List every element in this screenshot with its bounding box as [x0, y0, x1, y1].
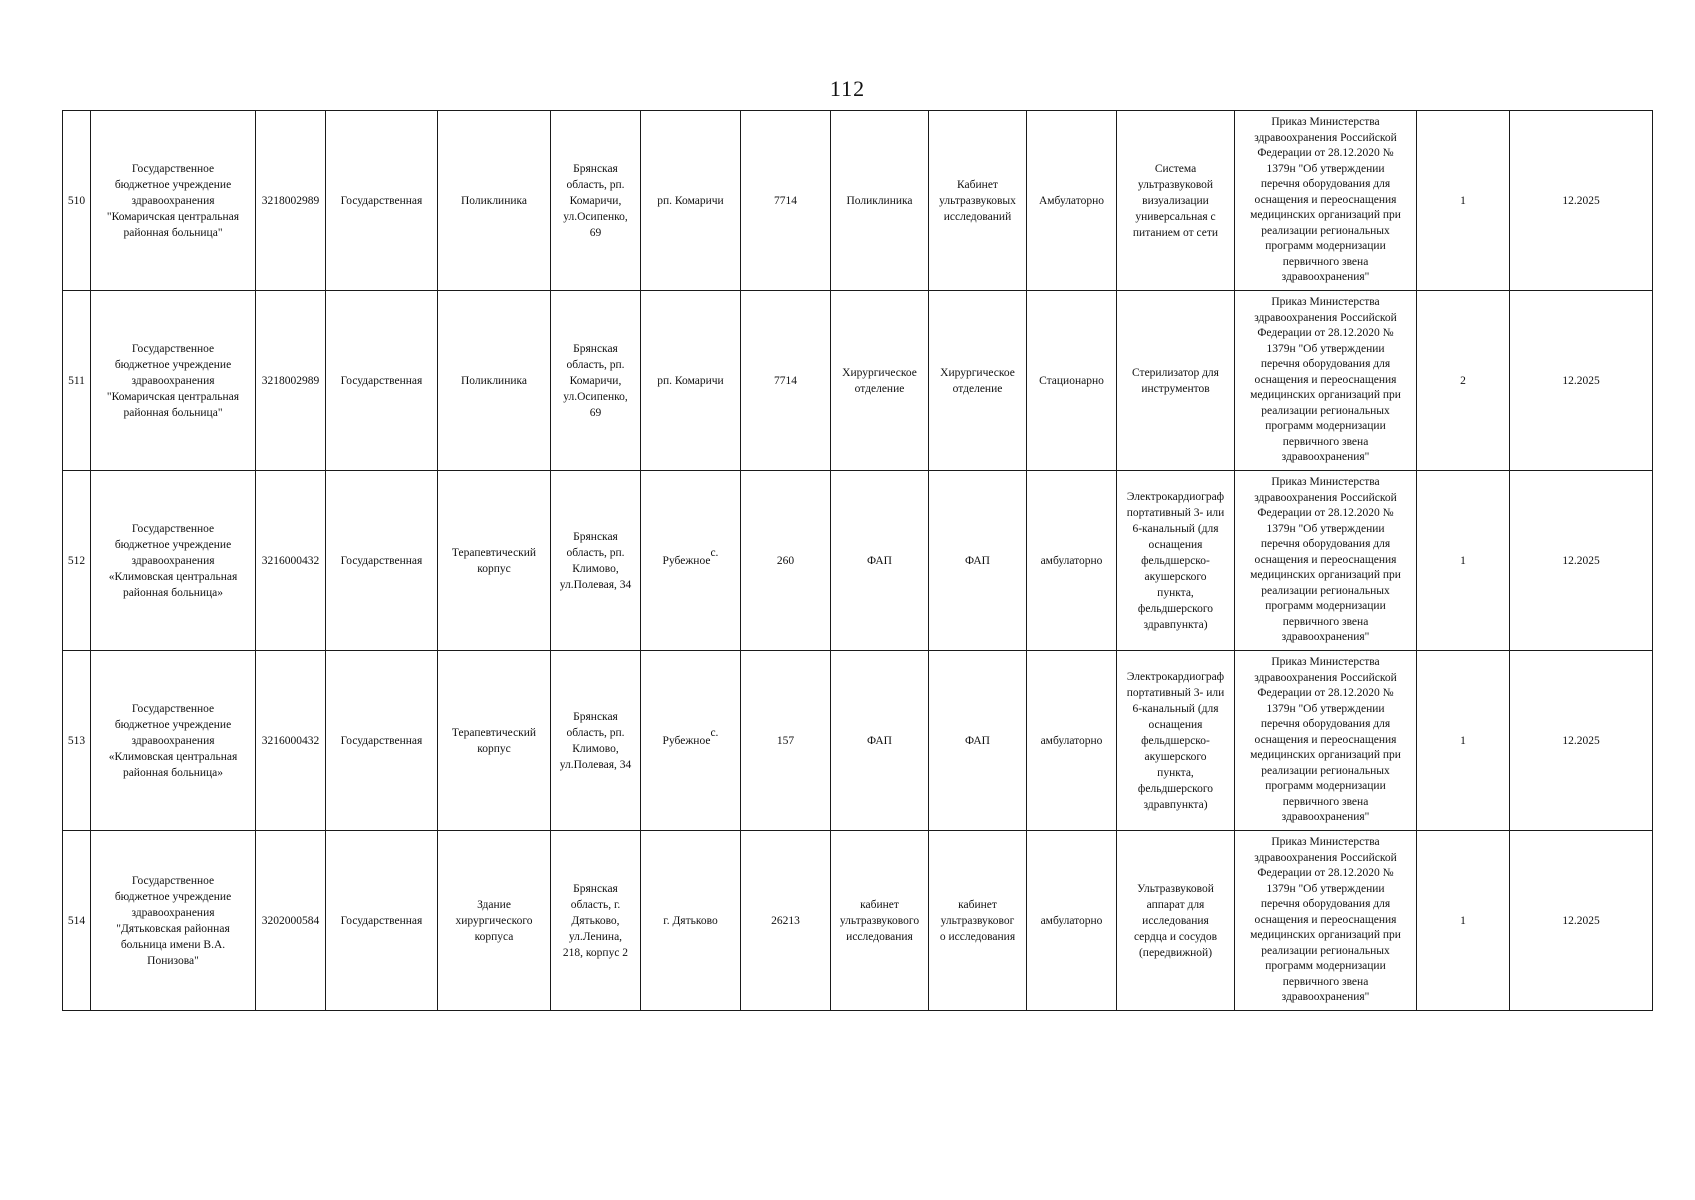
room-cell: кабинет ультразвуковог о исследования: [929, 831, 1027, 1011]
date-cell: 12.2025: [1510, 291, 1653, 471]
inn-cell: 3202000584: [256, 831, 326, 1011]
settlement-name: рп. Комаричи: [657, 194, 724, 207]
ownership-cell: Государственная: [326, 111, 438, 291]
date-cell: 12.2025: [1510, 831, 1653, 1011]
table-row: [63, 291, 1653, 471]
date-cell: 12.2025: [1510, 111, 1653, 291]
quantity-cell: 1: [1417, 831, 1510, 1011]
room-cell: ФАП: [929, 651, 1027, 831]
order-cell: Приказ Министерства здравоохранения Российской Федерации от 28.12.2020 № 1379н "Об утверждении перечня оборудования для оснащения и переоснащения медицинских организаций при реализации региональных программ модернизации первичного звена здравоохранения": [1235, 111, 1417, 291]
ownership-cell: Государственная: [326, 831, 438, 1011]
order-cell: Приказ Министерства здравоохранения Российской Федерации от 28.12.2020 № 1379н "Об утверждении перечня оборудования для оснащения и переоснащения медицинских организаций при реализации региональных программ модернизации первичного звена здравоохранения": [1235, 291, 1417, 471]
room-cell: Хирургическое отделение: [929, 291, 1027, 471]
row-number-cell: 511: [63, 291, 91, 471]
address-cell: Брянская область, рп. Климово, ул.Полевая, 34: [551, 651, 641, 831]
population-cell: 260: [741, 471, 831, 651]
organization-cell: Государственное бюджетное учреждение здравоохранения "Дятьковская районная больница имени В.А. Понизова": [91, 831, 256, 1011]
settlement-name: рп. Комаричи: [657, 374, 724, 387]
table-body: [63, 111, 1653, 1011]
inn-cell: 3218002989: [256, 111, 326, 291]
row-number-cell: 510: [63, 111, 91, 291]
unit-cell: ФАП: [831, 471, 929, 651]
equipment-cell: Электрокардиограф портативный 3- или 6-канальный (для оснащения фельдшерско- акушерского пункта, фельдшерского здравпункта): [1117, 651, 1235, 831]
settlement-cell: [641, 291, 741, 471]
date-cell: 12.2025: [1510, 651, 1653, 831]
organization-cell: Государственное бюджетное учреждение здравоохранения "Комаричская центральная районная больница": [91, 111, 256, 291]
order-cell: Приказ Министерства здравоохранения Российской Федерации от 28.12.2020 № 1379н "Об утверждении перечня оборудования для оснащения и переоснащения медицинских организаций при реализации региональных программ модернизации первичного звена здравоохранения": [1235, 651, 1417, 831]
date-cell: 12.2025: [1510, 471, 1653, 651]
address-cell: Брянская область, г. Дятьково, ул.Ленина, 218, корпус 2: [551, 831, 641, 1011]
unit-cell: Поликлиника: [831, 111, 929, 291]
settlement-prefix: с.: [710, 546, 719, 559]
inn-cell: 3218002989: [256, 291, 326, 471]
building-cell: Терапевтический корпус: [438, 471, 551, 651]
address-cell: Брянская область, рп. Комаричи, ул.Осипенко, 69: [551, 111, 641, 291]
settlement-cell: [641, 111, 741, 291]
mode-cell: амбулаторно: [1027, 831, 1117, 1011]
organization-cell: Государственное бюджетное учреждение здравоохранения «Климовская центральная районная больница»: [91, 471, 256, 651]
population-cell: 7714: [741, 111, 831, 291]
organization-cell: Государственное бюджетное учреждение здравоохранения «Климовская центральная районная больница»: [91, 651, 256, 831]
building-cell: Поликлиника: [438, 111, 551, 291]
quantity-cell: 1: [1417, 471, 1510, 651]
settlement-name: г. Дятьково: [663, 914, 718, 927]
order-cell: Приказ Министерства здравоохранения Российской Федерации от 28.12.2020 № 1379н "Об утверждении перечня оборудования для оснащения и переоснащения медицинских организаций при реализации региональных программ модернизации первичного звена здравоохранения": [1235, 831, 1417, 1011]
room-cell: ФАП: [929, 471, 1027, 651]
mode-cell: амбулаторно: [1027, 651, 1117, 831]
unit-cell: кабинет ультразвукового исследования: [831, 831, 929, 1011]
room-cell: Кабинет ультразвуковых исследований: [929, 111, 1027, 291]
settlement-prefix: с.: [710, 726, 719, 739]
inn-cell: 3216000432: [256, 471, 326, 651]
table-row: [63, 831, 1653, 1011]
inn-cell: 3216000432: [256, 651, 326, 831]
equipment-cell: Электрокардиограф портативный 3- или 6-канальный (для оснащения фельдшерско- акушерского пункта, фельдшерского здравпункта): [1117, 471, 1235, 651]
population-cell: 157: [741, 651, 831, 831]
building-cell: Здание хирургического корпуса: [438, 831, 551, 1011]
settlement-name: Рубежное: [662, 554, 711, 567]
population-cell: 7714: [741, 291, 831, 471]
address-cell: Брянская область, рп. Комаричи, ул.Осипенко, 69: [551, 291, 641, 471]
equipment-cell: Стерилизатор для инструментов: [1117, 291, 1235, 471]
row-number-cell: 514: [63, 831, 91, 1011]
mode-cell: Амбулаторно: [1027, 111, 1117, 291]
equipment-cell: Система ультразвуковой визуализации универсальная с питанием от сети: [1117, 111, 1235, 291]
equipment-registry-table: [62, 110, 1653, 1011]
settlement-name: Рубежное: [662, 734, 711, 747]
ownership-cell: Государственная: [326, 291, 438, 471]
unit-cell: Хирургическое отделение: [831, 291, 929, 471]
equipment-cell: Ультразвуковой аппарат для исследования сердца и сосудов (передвижной): [1117, 831, 1235, 1011]
page-number: 112: [829, 76, 866, 101]
mode-cell: Стационарно: [1027, 291, 1117, 471]
building-cell: Поликлиника: [438, 291, 551, 471]
settlement-cell: [641, 831, 741, 1011]
address-cell: Брянская область, рп. Климово, ул.Полевая, 34: [551, 471, 641, 651]
quantity-cell: 2: [1417, 291, 1510, 471]
unit-cell: ФАП: [831, 651, 929, 831]
quantity-cell: 1: [1417, 111, 1510, 291]
population-cell: 26213: [741, 831, 831, 1011]
order-cell: Приказ Министерства здравоохранения Российской Федерации от 28.12.2020 № 1379н "Об утверждении перечня оборудования для оснащения и переоснащения медицинских организаций при реализации региональных программ модернизации первичного звена здравоохранения": [1235, 471, 1417, 651]
building-cell: Терапевтический корпус: [438, 651, 551, 831]
quantity-cell: 1: [1417, 651, 1510, 831]
row-number-cell: 512: [63, 471, 91, 651]
table-row: [63, 651, 1653, 831]
ownership-cell: Государственная: [326, 651, 438, 831]
table-row: [63, 111, 1653, 291]
mode-cell: амбулаторно: [1027, 471, 1117, 651]
table-row: [63, 471, 1653, 651]
settlement-cell: [641, 471, 741, 651]
row-number-cell: 513: [63, 651, 91, 831]
ownership-cell: Государственная: [326, 471, 438, 651]
settlement-cell: [641, 651, 741, 831]
organization-cell: Государственное бюджетное учреждение здравоохранения "Комаричская центральная районная больница": [91, 291, 256, 471]
